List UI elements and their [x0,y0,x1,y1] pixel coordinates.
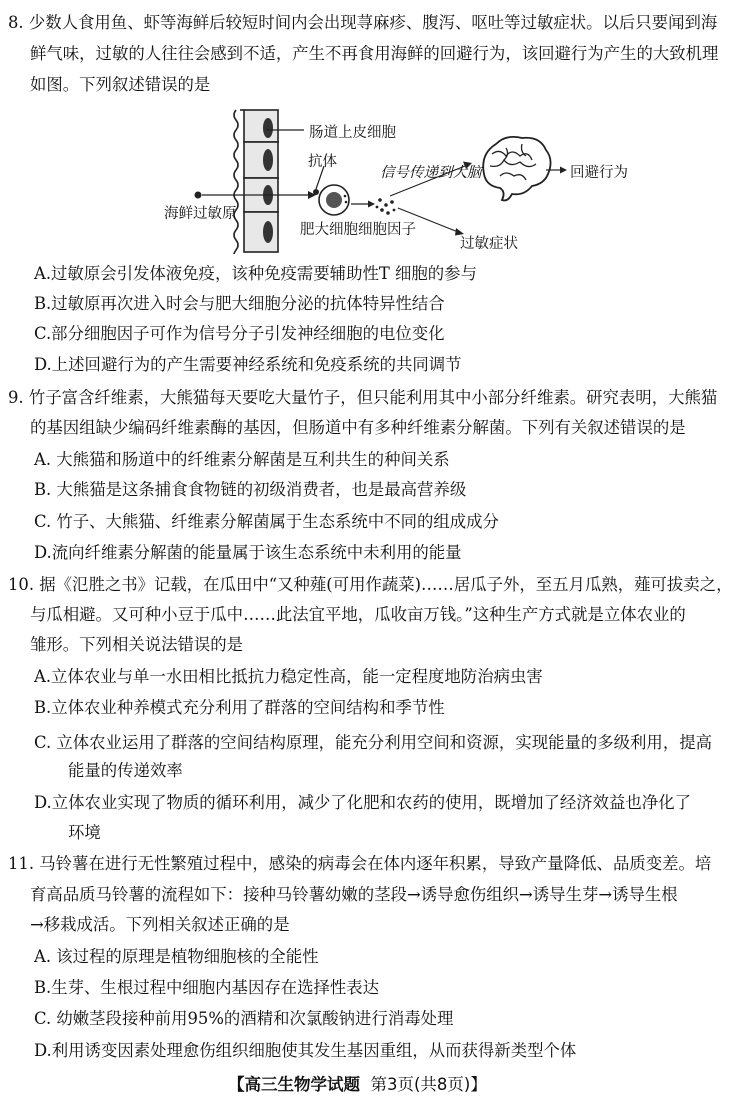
q9-stem-line-2: 的基因组缺少编码纤维素酶的基因，但肠道中有多种纤维素分解菌。下列有关叙述错误的是 [30,418,686,437]
allergen-dot [195,192,202,199]
q10-option-c: C. 立体农业运用了群落的空间结构原理，能充分利用空间和资源，实现能量的多级利用，提高 [34,733,712,752]
q8-option-c: C.部分细胞因子可作为信号分子引发神经细胞的电位变化 [34,324,445,343]
q11-stem-line-2: 育高品质马铃薯的流程如下：接种马铃薯幼嫩的茎段→诱导愈伤组织→诱导生芽→诱导生根 [30,885,678,904]
label-mast-cell-cytokine: 肥大细胞细胞因子 [300,222,416,238]
q11-option-b: B.生芽、生根过程中细胞内基因存在选择性表达 [34,978,380,997]
q11-stem-line-1: 11. 马铃薯在进行无性繁殖过程中，感染的病毒会在体内逐年积累，导致产量降低、品质变差。培 [8,854,712,873]
q10-option-b: B.立体农业种养模式充分利用了群落的空间结构和季节性 [34,698,445,717]
q9-option-d: D.流向纤维素分解菌的能量属于该生态系统中未利用的能量 [34,543,462,562]
q9-option-c: C. 竹子、大熊猫、纤维素分解菌属于生态系统中不同的组成成分 [34,512,499,531]
nucleus-4 [263,221,273,243]
epithelial-cell-1 [244,110,278,142]
q9-stem-line-1: 9. 竹子富含纤维素，大熊猫每天要吃大量竹子，但只能利用其中小部分纤维素。研究表明，大熊猫 [8,388,718,407]
microvilli-edge [234,110,238,254]
nucleus-1 [263,118,273,138]
q9-option-a: A. 大熊猫和肠道中的纤维素分解菌是互利共生的种间关系 [34,450,450,469]
nucleus-2 [263,149,273,171]
footer-title: 【高三生物学试题 [228,1075,360,1094]
q8-stem-line-1: 8. 少数人食用鱼、虾等海鲜后较短时间内会出现荨麻疹、腹泻、呕吐等过敏症状。以后只要闻到海 [8,13,718,32]
q9-option-b: B. 大熊猫是这条捕食食物链的初级消费者，也是最高营养级 [34,480,467,499]
label-allergen: 海鲜过敏原 [164,206,237,222]
q11-option-a: A. 该过程的原理是植物细胞核的全能性 [34,947,319,966]
brain-icon [483,137,550,201]
label-avoidance: 回避行为 [570,165,628,181]
label-symptom: 过敏症状 [460,236,518,252]
label-epithelium: 肠道上皮细胞 [309,125,396,141]
q11-option-c: C. 幼嫩茎段接种前用95%的酒精和次氯酸钠进行消毒处理 [34,1009,454,1028]
footer-page-number: 第3页(共8页)】 [370,1075,487,1094]
q11-stem-line-3: →移栽成活。下列相关叙述正确的是 [30,915,290,934]
q8-diagram [150,104,630,254]
q8-stem-line-3: 如图。下列叙述错误的是 [30,75,211,94]
q10-option-d-cont: 环境 [68,823,101,842]
antibody-dot [313,189,319,195]
q10-option-d: D.立体农业实现了物质的循环利用，减少了化肥和农药的使用，既增加了经济效益也净化了 [34,793,691,812]
label-signal: 信号传递到大脑 [380,165,482,181]
q8-option-b: B.过敏原再次进入时会与肥大细胞分泌的抗体特异性结合 [34,294,445,313]
q10-stem-line-2: 与瓜相避。又可种小豆于瓜中……此法宜平地，瓜收亩万钱。”这种生产方式就是立体农业的 [30,605,686,624]
label-antibody: 抗体 [308,154,337,170]
cytokine-dot [378,198,382,202]
q10-stem-line-1: 10. 据《氾胜之书》记载，在瓜田中“又种薤(可用作蔬菜)……居瓜子外，至五月瓜熟，薤可拔卖之， [8,575,733,594]
q8-option-a: A.过敏原会引发体液免疫，该种免疫需要辅助性T 细胞的参与 [34,264,477,283]
page-footer [228,1071,487,1095]
q8-option-d: D.上述回避行为的产生需要神经系统和免疫系统的共同调节 [34,355,462,374]
q10-stem-line-3: 雏形。下列相关说法错误的是 [30,635,244,654]
q11-option-d: D.利用诱变因素处理愈伤组织细胞使其发生基因重组，从而获得新类型个体 [34,1041,577,1060]
q10-option-c-cont: 能量的传递效率 [68,761,183,780]
q8-stem-line-2: 鲜气味，过敏的人往往会感到不适，产生不再食用海鲜的回避行为，该回避行为产生的大致机理 [30,44,719,63]
q10-option-a: A.立体农业与单一水田相比抵抗力稳定性高，能一定程度地防治病虫害 [34,667,543,686]
